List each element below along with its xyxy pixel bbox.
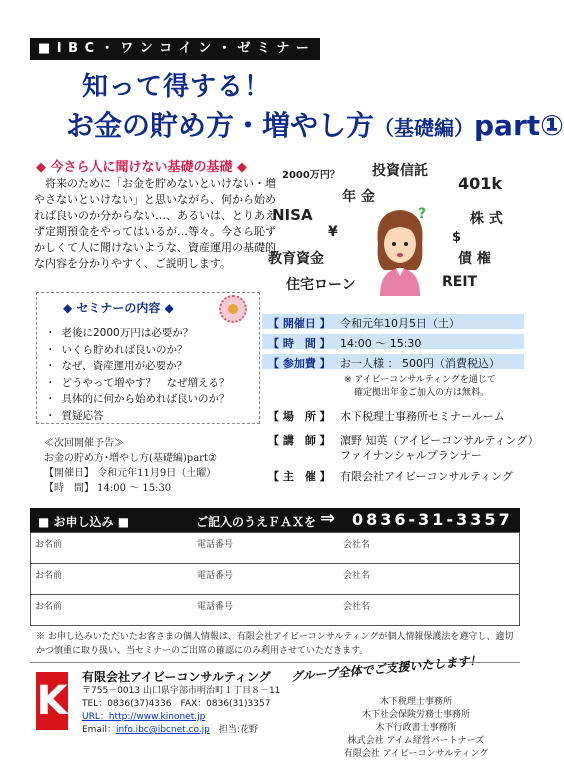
company-contact bbox=[82, 685, 280, 737]
group-slogan: グループ全体でご支援いたします！ bbox=[290, 653, 482, 684]
form-row bbox=[31, 564, 519, 595]
list-item: ・ 具体的に何から始めれば良いのか？ bbox=[45, 391, 230, 408]
contact-person: 担当:花野 bbox=[218, 725, 258, 735]
keyword: 株 式 bbox=[470, 211, 503, 227]
apply-label: ■ お申し込み ■ bbox=[38, 515, 130, 529]
company-tel-fax: TEL：0836(37)4336 FAX：0836(31)3357 bbox=[82, 699, 271, 709]
keyword: 年 金 bbox=[342, 189, 375, 205]
keyword: ¥ bbox=[328, 224, 338, 240]
series-banner: ■ I B C ・ ワ ン コ イ ン ・ ゼ ミ ナ ー ル ■ bbox=[30, 38, 320, 60]
arrow-right-icon: ⇒ bbox=[320, 508, 336, 529]
fee-note-2: 確定拠出年金ご加入の方は無料。 bbox=[354, 388, 490, 398]
title-line1: 知って得する！ bbox=[82, 72, 272, 102]
list-item: ・ どうやって増やす？ なぜ増える？ bbox=[45, 375, 230, 392]
date-label: 【 開催日 】 bbox=[268, 317, 331, 330]
next-notice-heading: ≪次回開催予告≫ bbox=[44, 438, 124, 449]
next-session-notice bbox=[44, 436, 217, 496]
list-item: ・ 老後に2000万円は必要か？ bbox=[45, 325, 230, 342]
name-field[interactable]: お名前 bbox=[35, 540, 63, 550]
application-bar bbox=[30, 508, 520, 532]
form-row bbox=[31, 533, 519, 564]
fax-number: 0836-31-3357 bbox=[352, 510, 513, 529]
company-field[interactable]: 会社名 bbox=[343, 571, 371, 581]
group-company: 木下行政書士事務所 bbox=[375, 723, 457, 733]
application-form bbox=[30, 532, 520, 626]
email-link[interactable]: info.ibc@ibcnet.co.jp bbox=[115, 725, 210, 735]
seminar-content-box bbox=[36, 292, 260, 424]
seminar-content-list bbox=[45, 325, 230, 424]
time-value: 14:00 ～ 15:30 bbox=[340, 337, 422, 350]
keyword: NISA bbox=[272, 206, 313, 224]
fee-label: 【 参加費 】 bbox=[268, 357, 331, 370]
name-field[interactable]: お名前 bbox=[35, 602, 63, 612]
privacy-notice: ※ お申し込みいただいたお客さまの個人情報は、有限会社アイビーコンサルティングが個人情報保護法を遵守し、適切かつ慎重に取り扱い、当セミナーのご出席の確認にのみ利用させていただきます。 bbox=[36, 632, 514, 656]
company-name: 有限会社アイビーコンサルティング bbox=[82, 670, 271, 684]
fax-instruction: ご記入のうえＦＡＸを bbox=[196, 515, 317, 529]
phone-field[interactable]: 電話番号 bbox=[197, 602, 234, 612]
lecturer-title: ファイナンシャルプランナー bbox=[340, 449, 482, 462]
intro-heading: ◆ 今さら人に聞けない基礎の基礎 ◆ bbox=[36, 160, 248, 175]
thinking-woman-illustration bbox=[368, 204, 432, 296]
company-logo: K bbox=[36, 672, 68, 730]
phone-field[interactable]: 電話番号 bbox=[197, 540, 234, 550]
svg-text:?: ? bbox=[418, 206, 427, 222]
intro-text: 将来のために「お金を貯めないといけない・増やさないといけない」と思いながら、何から始めれば良いのか分からない…、あるいは、とりあえず定期預金をやってはいるが…等々。今さら恥ずかしくて人に聞けないような、資産運用の基礎的な内容を分かりやすく、ご説明します。 bbox=[34, 177, 276, 270]
group-company: 木下社会保険労務士事務所 bbox=[361, 710, 470, 720]
lecturer-label: 【 講 師 】 bbox=[268, 434, 331, 447]
title-main: お金の貯め方・増やし方 bbox=[66, 109, 375, 142]
group-company: 株式会社 アイム経営パートナーズ bbox=[347, 736, 485, 746]
group-company: 木下税理士事務所 bbox=[379, 697, 452, 707]
group-company: 有限会社 アイビーコンサルティング bbox=[343, 749, 489, 759]
keyword-illustration bbox=[262, 156, 518, 306]
title-edition: （基礎編） bbox=[374, 116, 475, 140]
keyword: $ bbox=[452, 230, 462, 245]
lecturer-name: 濵野 知英（アイビーコンサルティング） bbox=[340, 434, 539, 447]
host-label: 【 主 催 】 bbox=[268, 470, 331, 483]
keyword: REIT bbox=[442, 274, 478, 290]
host-value: 有限会社アイビーコンサルティング bbox=[340, 470, 513, 483]
seminar-content-title: ◆ セミナーの内容 ◆ bbox=[63, 301, 174, 315]
group-companies bbox=[316, 696, 516, 761]
email-label: Email： bbox=[82, 725, 116, 735]
keyword: 2000万円？ bbox=[282, 170, 340, 181]
fee-value: お一人様 ： 500円（消費税込） bbox=[340, 357, 500, 370]
next-notice-title: お金の貯め方･増やし方(基礎編)part② bbox=[44, 453, 217, 464]
title-line2 bbox=[66, 104, 564, 144]
time-label: 【 時 間 】 bbox=[268, 337, 331, 350]
place-value: 木下税理士事務所セミナールーム bbox=[340, 410, 505, 423]
keyword: 教育資金 bbox=[268, 251, 324, 267]
keyword: 401k bbox=[458, 174, 503, 193]
company-address: 〒755－0013 山口県宇部市明治町１丁目８－11 bbox=[82, 686, 281, 696]
keyword: 債 権 bbox=[458, 251, 491, 267]
keyword: 住宅ローン bbox=[286, 277, 356, 293]
place-label: 【 場 所 】 bbox=[268, 410, 331, 423]
form-row bbox=[31, 595, 519, 626]
company-field[interactable]: 会社名 bbox=[343, 602, 371, 612]
name-field[interactable]: お名前 bbox=[35, 571, 63, 581]
list-item: ・ いくら貯めれば良いのか？ bbox=[45, 342, 230, 359]
next-notice-time: 【時 間】 14:00 ～ 15:30 bbox=[44, 483, 172, 494]
date-value: 令和元年10月5日（土） bbox=[340, 317, 460, 330]
fee-note-1: ※ アイビーコンサルティングを通じて bbox=[344, 375, 496, 385]
list-item: ・ 質疑応答 bbox=[45, 408, 230, 425]
company-field[interactable]: 会社名 bbox=[343, 540, 371, 550]
website-link[interactable]: URL：http://www.kinonet.jp bbox=[82, 712, 206, 722]
keyword: 投資信託 bbox=[372, 163, 428, 179]
next-notice-date: 【開催日】 令和元年11月9日（土曜） bbox=[44, 468, 217, 479]
phone-field[interactable]: 電話番号 bbox=[197, 571, 234, 581]
list-item: ・ なぜ、資産運用が必要か？ bbox=[45, 358, 230, 375]
title-part: part① bbox=[474, 109, 564, 142]
rosette-icon bbox=[219, 295, 247, 323]
